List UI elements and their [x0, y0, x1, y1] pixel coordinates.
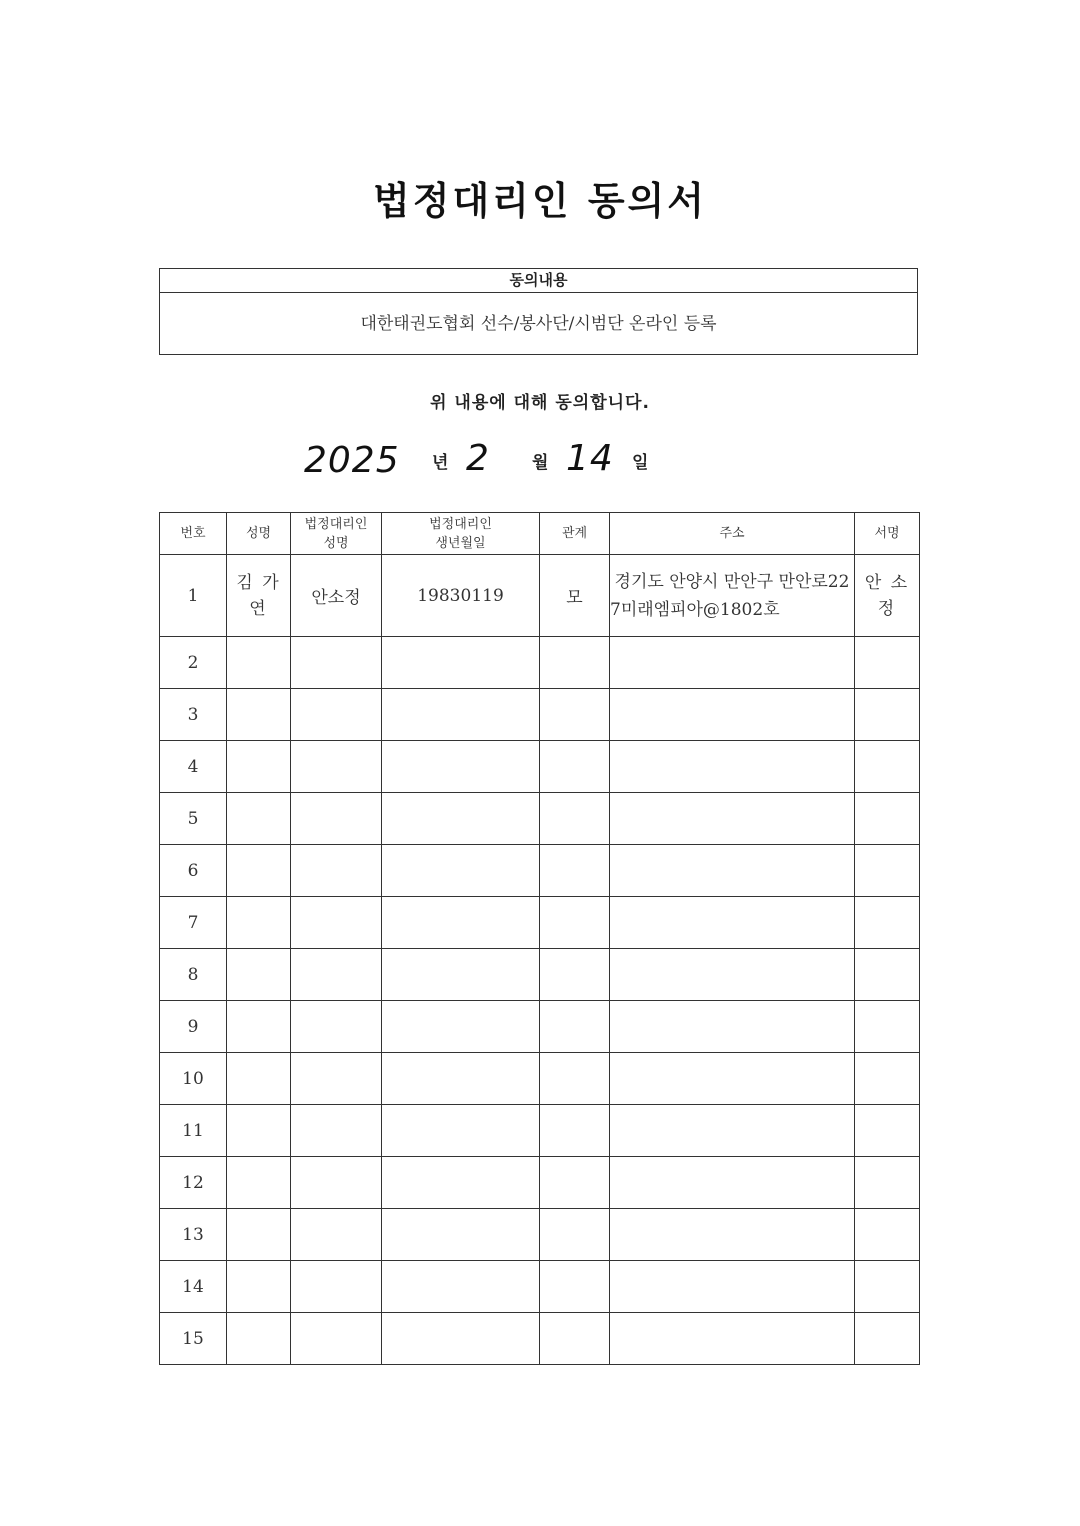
document-title: 법정대리인 동의서 — [373, 179, 707, 223]
cell-guardian-birth — [382, 897, 540, 949]
header-no: 번호 — [160, 513, 227, 555]
date-row — [300, 436, 700, 486]
cell-name — [227, 1105, 291, 1157]
cell-address — [610, 949, 855, 1001]
cell-guardian-birth — [382, 1001, 540, 1053]
table-row — [160, 793, 920, 845]
cell-guardian-birth — [382, 741, 540, 793]
cell-name — [227, 1001, 291, 1053]
cell-relation — [540, 1157, 610, 1209]
cell-relation — [540, 793, 610, 845]
cell-guardian-name — [291, 845, 382, 897]
cell-address — [610, 1053, 855, 1105]
cell-signature — [855, 1313, 920, 1365]
cell-signature — [855, 1053, 920, 1105]
cell-no: 10 — [160, 1053, 227, 1105]
cell-relation — [540, 1313, 610, 1365]
cell-no: 5 — [160, 793, 227, 845]
handwritten-day: 14 — [566, 438, 614, 479]
cell-no: 12 — [160, 1157, 227, 1209]
table-row — [160, 897, 920, 949]
cell-guardian-name — [291, 689, 382, 741]
cell-guardian-birth: 19830119 — [382, 555, 540, 637]
cell-address — [610, 741, 855, 793]
cell-relation — [540, 637, 610, 689]
cell-name — [227, 1313, 291, 1365]
cell-address — [610, 1261, 855, 1313]
table-header-row — [160, 513, 920, 555]
header-relation: 관계 — [540, 513, 610, 555]
cell-name — [227, 1209, 291, 1261]
registration-table — [159, 512, 920, 1365]
cell-address — [610, 1001, 855, 1053]
cell-signature — [855, 897, 920, 949]
cell-guardian-birth — [382, 1209, 540, 1261]
cell-name — [227, 1157, 291, 1209]
agree-statement: 위 내용에 대해 동의합니다. — [430, 393, 650, 413]
cell-name — [227, 949, 291, 1001]
cell-no: 3 — [160, 689, 227, 741]
handwritten-year: 2025 — [304, 440, 400, 481]
table-row — [160, 1261, 920, 1313]
cell-signature — [855, 741, 920, 793]
cell-guardian-birth — [382, 845, 540, 897]
table-row — [160, 1053, 920, 1105]
cell-no: 14 — [160, 1261, 227, 1313]
cell-guardian-name: 안소정 — [291, 555, 382, 637]
cell-signature: 안 소 정 — [855, 555, 920, 637]
cell-relation — [540, 689, 610, 741]
consent-body: 대한태권도협회 선수/봉사단/시범단 온라인 등록 — [360, 314, 717, 334]
cell-address — [610, 1157, 855, 1209]
cell-no: 15 — [160, 1313, 227, 1365]
cell-guardian-birth — [382, 1313, 540, 1365]
cell-no: 6 — [160, 845, 227, 897]
table-row — [160, 637, 920, 689]
cell-relation — [540, 741, 610, 793]
year-unit: 년 — [432, 453, 449, 473]
cell-signature — [855, 1261, 920, 1313]
cell-signature — [855, 637, 920, 689]
cell-name — [227, 637, 291, 689]
table-row — [160, 1209, 920, 1261]
header-guardian-name: 법정대리인 성명 — [291, 513, 382, 555]
cell-guardian-name — [291, 1261, 382, 1313]
cell-name — [227, 1261, 291, 1313]
cell-signature — [855, 1001, 920, 1053]
cell-no: 1 — [160, 555, 227, 637]
cell-signature — [855, 949, 920, 1001]
cell-no: 7 — [160, 897, 227, 949]
consent-header: 동의내용 — [160, 269, 917, 293]
cell-address — [610, 793, 855, 845]
cell-relation: 모 — [540, 555, 610, 637]
cell-relation — [540, 1001, 610, 1053]
cell-signature — [855, 793, 920, 845]
cell-no: 13 — [160, 1209, 227, 1261]
cell-address — [610, 1105, 855, 1157]
cell-relation — [540, 897, 610, 949]
cell-name — [227, 741, 291, 793]
cell-guardian-birth — [382, 1053, 540, 1105]
cell-guardian-name — [291, 793, 382, 845]
cell-guardian-name — [291, 637, 382, 689]
cell-guardian-name — [291, 897, 382, 949]
cell-guardian-birth — [382, 1261, 540, 1313]
cell-signature — [855, 1157, 920, 1209]
cell-guardian-birth — [382, 637, 540, 689]
cell-guardian-name — [291, 741, 382, 793]
table-row — [160, 555, 920, 637]
cell-guardian-name — [291, 1209, 382, 1261]
cell-no: 9 — [160, 1001, 227, 1053]
cell-signature — [855, 1105, 920, 1157]
cell-guardian-name — [291, 1157, 382, 1209]
cell-guardian-name — [291, 1105, 382, 1157]
cell-name — [227, 793, 291, 845]
table-row — [160, 1105, 920, 1157]
cell-address — [610, 689, 855, 741]
cell-address — [610, 1313, 855, 1365]
header-signature: 서명 — [855, 513, 920, 555]
cell-no: 11 — [160, 1105, 227, 1157]
cell-guardian-birth — [382, 1105, 540, 1157]
cell-no: 2 — [160, 637, 227, 689]
cell-no: 8 — [160, 949, 227, 1001]
table-row — [160, 689, 920, 741]
cell-relation — [540, 949, 610, 1001]
cell-signature — [855, 689, 920, 741]
cell-no: 4 — [160, 741, 227, 793]
cell-name — [227, 845, 291, 897]
cell-relation — [540, 1209, 610, 1261]
table-row — [160, 1001, 920, 1053]
header-name: 성명 — [227, 513, 291, 555]
cell-guardian-name — [291, 1053, 382, 1105]
cell-name — [227, 897, 291, 949]
cell-guardian-name — [291, 949, 382, 1001]
cell-guardian-birth — [382, 949, 540, 1001]
table-row — [160, 1157, 920, 1209]
cell-relation — [540, 1053, 610, 1105]
handwritten-month: 2 — [466, 438, 490, 479]
cell-relation — [540, 1105, 610, 1157]
cell-signature — [855, 1209, 920, 1261]
cell-signature — [855, 845, 920, 897]
cell-name: 김 가 연 — [227, 555, 291, 637]
cell-name — [227, 1053, 291, 1105]
table-row — [160, 845, 920, 897]
cell-guardian-birth — [382, 793, 540, 845]
month-unit: 월 — [532, 453, 549, 473]
cell-address — [610, 1209, 855, 1261]
cell-relation — [540, 1261, 610, 1313]
cell-address — [610, 637, 855, 689]
cell-relation — [540, 845, 610, 897]
table-row — [160, 1313, 920, 1365]
cell-address — [610, 845, 855, 897]
table-row — [160, 949, 920, 1001]
consent-box — [159, 268, 918, 355]
cell-guardian-birth — [382, 1157, 540, 1209]
cell-guardian-birth — [382, 689, 540, 741]
cell-guardian-name — [291, 1313, 382, 1365]
header-guardian-birth: 법정대리인 생년월일 — [382, 513, 540, 555]
header-address: 주소 — [610, 513, 855, 555]
table-row — [160, 741, 920, 793]
cell-address: 경기도 안양시 만안구 만안로227미래엠피아@1802호 — [610, 555, 855, 637]
cell-name — [227, 689, 291, 741]
cell-guardian-name — [291, 1001, 382, 1053]
day-unit: 일 — [632, 453, 649, 473]
cell-address — [610, 897, 855, 949]
